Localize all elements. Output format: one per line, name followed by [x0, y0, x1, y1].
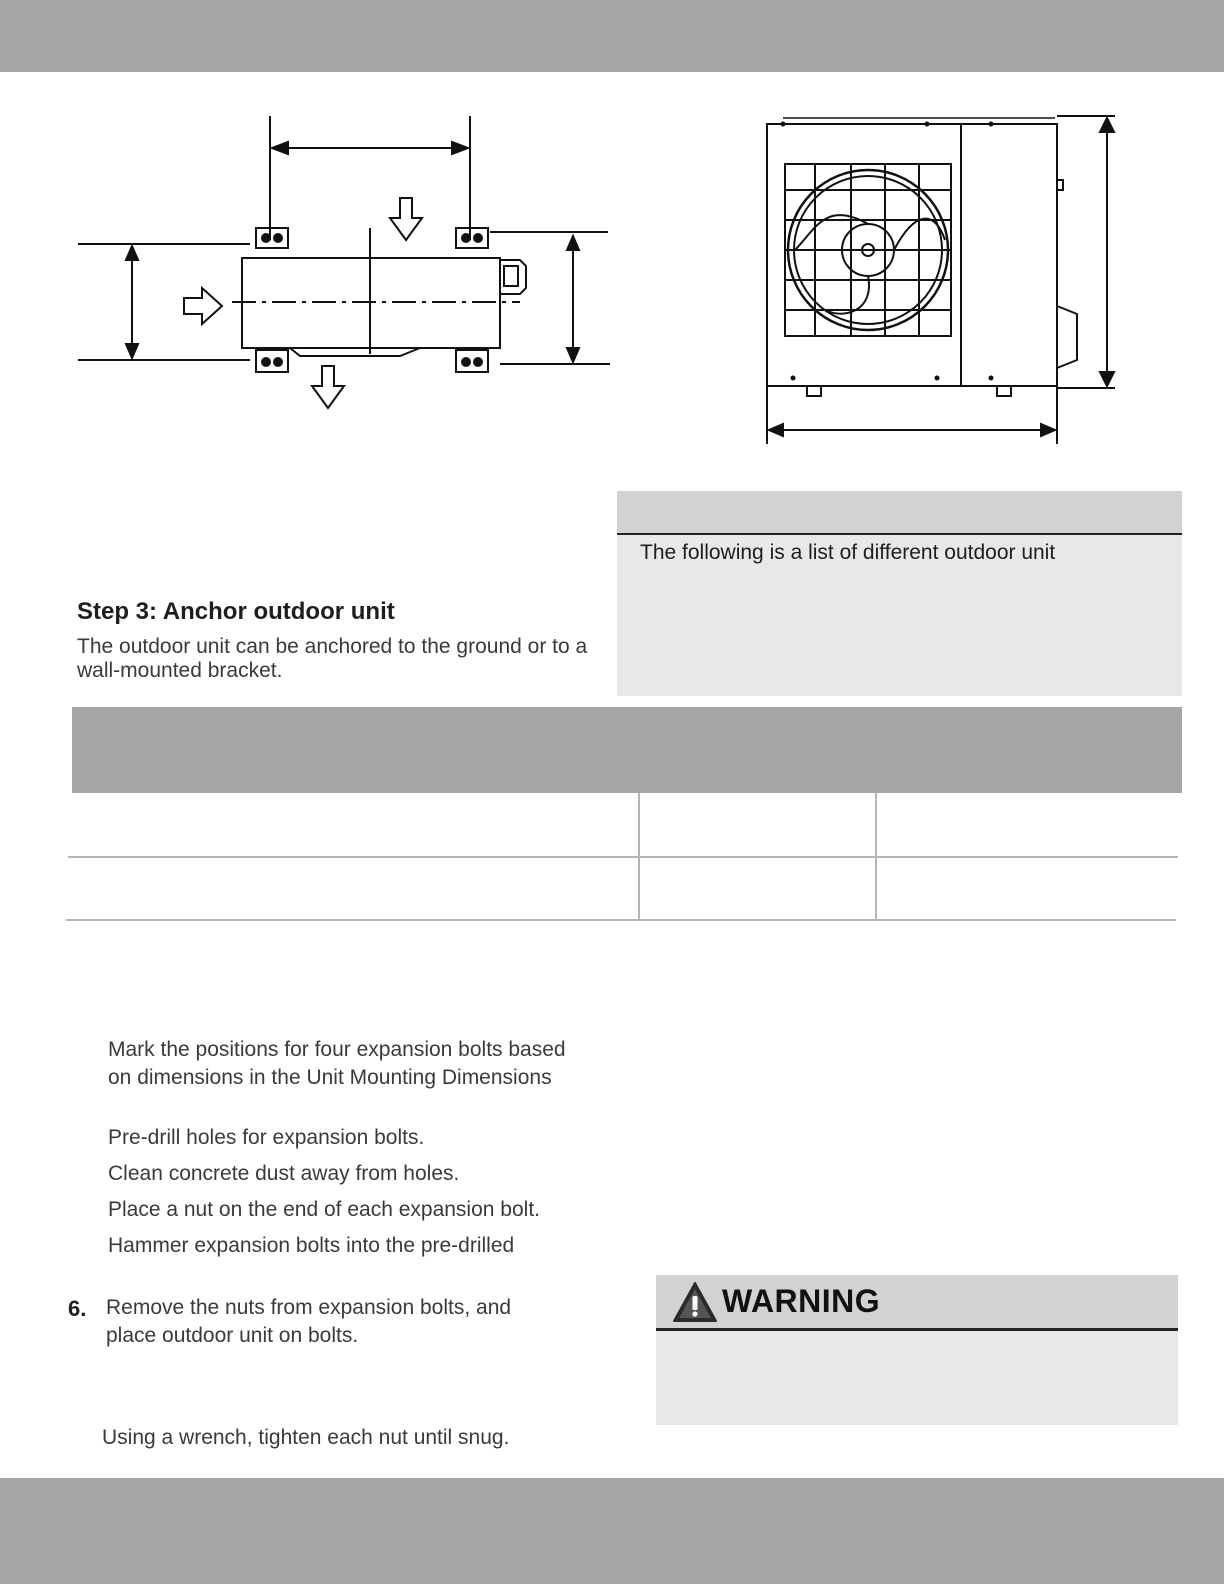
list-item: Hammer expansion bolts into the pre-drilled	[108, 1234, 515, 1257]
step-title: Step 3: Anchor outdoor unit	[77, 598, 395, 625]
note-box	[617, 491, 1182, 696]
warning-label: WARNING	[722, 1283, 881, 1319]
step-body: The outdoor unit can be anchored to the ground or to a wall-mounted bracket.	[77, 635, 588, 682]
list-item: Using a wrench, tighten each nut until snug.	[102, 1426, 510, 1449]
list-number: 6.	[68, 1296, 87, 1321]
list-item: Place a nut on the end of each expansion bolt.	[108, 1198, 540, 1221]
note-text: The following is a list of different outdoor unit	[640, 541, 1056, 564]
warning-triangle-icon	[672, 1281, 718, 1328]
front-view-diagram	[755, 110, 1125, 460]
list-item: on dimensions in the Unit Mounting Dimensions	[108, 1066, 552, 1089]
table-header	[72, 707, 1182, 793]
list-item: place outdoor unit on bolts.	[106, 1324, 359, 1347]
top-view-diagram	[60, 110, 630, 430]
list-item: Pre-drill holes for expansion bolts.	[108, 1126, 425, 1149]
warning-header	[656, 1275, 1178, 1331]
header-band	[0, 0, 1224, 72]
table-row-divider	[68, 856, 1178, 858]
list-item: Remove the nuts from expansion bolts, and	[106, 1296, 512, 1319]
list-item: Clean concrete dust away from holes.	[108, 1162, 460, 1185]
footer-band	[0, 1478, 1224, 1584]
table-row-divider	[66, 919, 1176, 921]
list-item: Mark the positions for four expansion bolts based	[108, 1038, 566, 1061]
note-header	[617, 491, 1182, 535]
warning-box	[656, 1275, 1178, 1425]
